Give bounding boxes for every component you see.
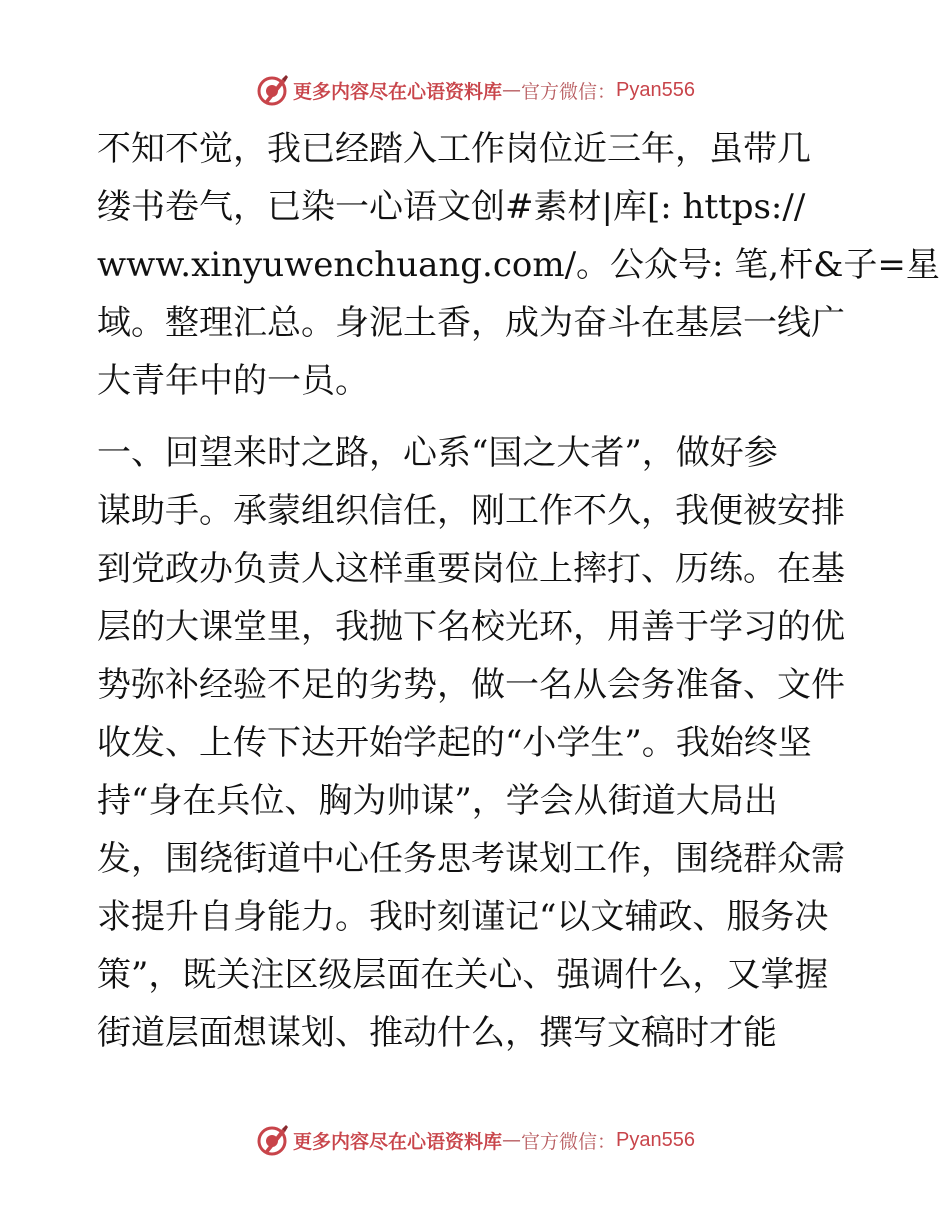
footer-banner [0, 1120, 950, 1160]
text-line: 收发、上传下达开始学起的“小学生”。我始终坚 [97, 723, 812, 763]
banner-dash: — [502, 79, 521, 101]
paragraph-gap [97, 410, 857, 424]
paragraph-2 [97, 424, 857, 1062]
text-line: 势弥补经验不足的劣势，做一名从会务准备、文件 [97, 665, 845, 705]
text-line: 街道层面想谋划、推动什么，撰写文稿时才能 [97, 1013, 777, 1053]
text-line: www.xinyuwenchuang.com/。公众号: 笔,杆&子=星 [97, 245, 940, 285]
text-line: 大青年中的一员。 [97, 361, 369, 401]
text-line: 持“身在兵位、胸为帅谋”，学会从街道大局出 [97, 781, 778, 821]
text-line: 到党政办负责人这样重要岗位上摔打、历练。在基 [97, 549, 845, 589]
text-line: 策”，既关注区级层面在关心、强调什么，又掌握 [97, 955, 829, 995]
paragraph-1 [97, 120, 940, 410]
banner-wechat-id: Pyan556 [616, 78, 695, 101]
header-banner [0, 70, 950, 110]
text-line: 一、回望来时之路，心系“国之大者”，做好参 [97, 433, 778, 473]
text-line: 不知不觉，我已经踏入工作岗位近三年，虽带几 [97, 129, 811, 169]
document-body [97, 120, 940, 1062]
banner-wechat-label: 官方微信 [521, 1130, 598, 1153]
pen-logo-icon [255, 1123, 289, 1157]
text-line: 谋助手。承蒙组织信任，刚工作不久，我便被安排 [97, 491, 845, 531]
text-line: 求提升自身能力。我时刻谨记“以文辅政、服务决 [97, 897, 829, 937]
banner-colon: ： [597, 1130, 617, 1153]
banner-dash: — [502, 1129, 521, 1151]
banner-title: 更多内容尽在心语资料库 [292, 1130, 502, 1153]
banner-wechat-label: 官方微信 [521, 80, 598, 103]
text-line: 缕书卷气，已染一心语文创#素材|库[: https:// [97, 187, 806, 227]
pen-logo-icon [255, 73, 289, 107]
text-line: 层的大课堂里，我抛下名校光环，用善于学习的优 [97, 607, 845, 647]
banner-wechat-id: Pyan556 [616, 1128, 695, 1151]
banner-title: 更多内容尽在心语资料库 [292, 80, 502, 103]
text-line: 发，围绕街道中心任务思考谋划工作，围绕群众需 [97, 839, 845, 879]
banner-colon: ： [597, 80, 617, 103]
text-line: 域。整理汇总。身泥土香，成为奋斗在基层一线广 [97, 303, 845, 343]
